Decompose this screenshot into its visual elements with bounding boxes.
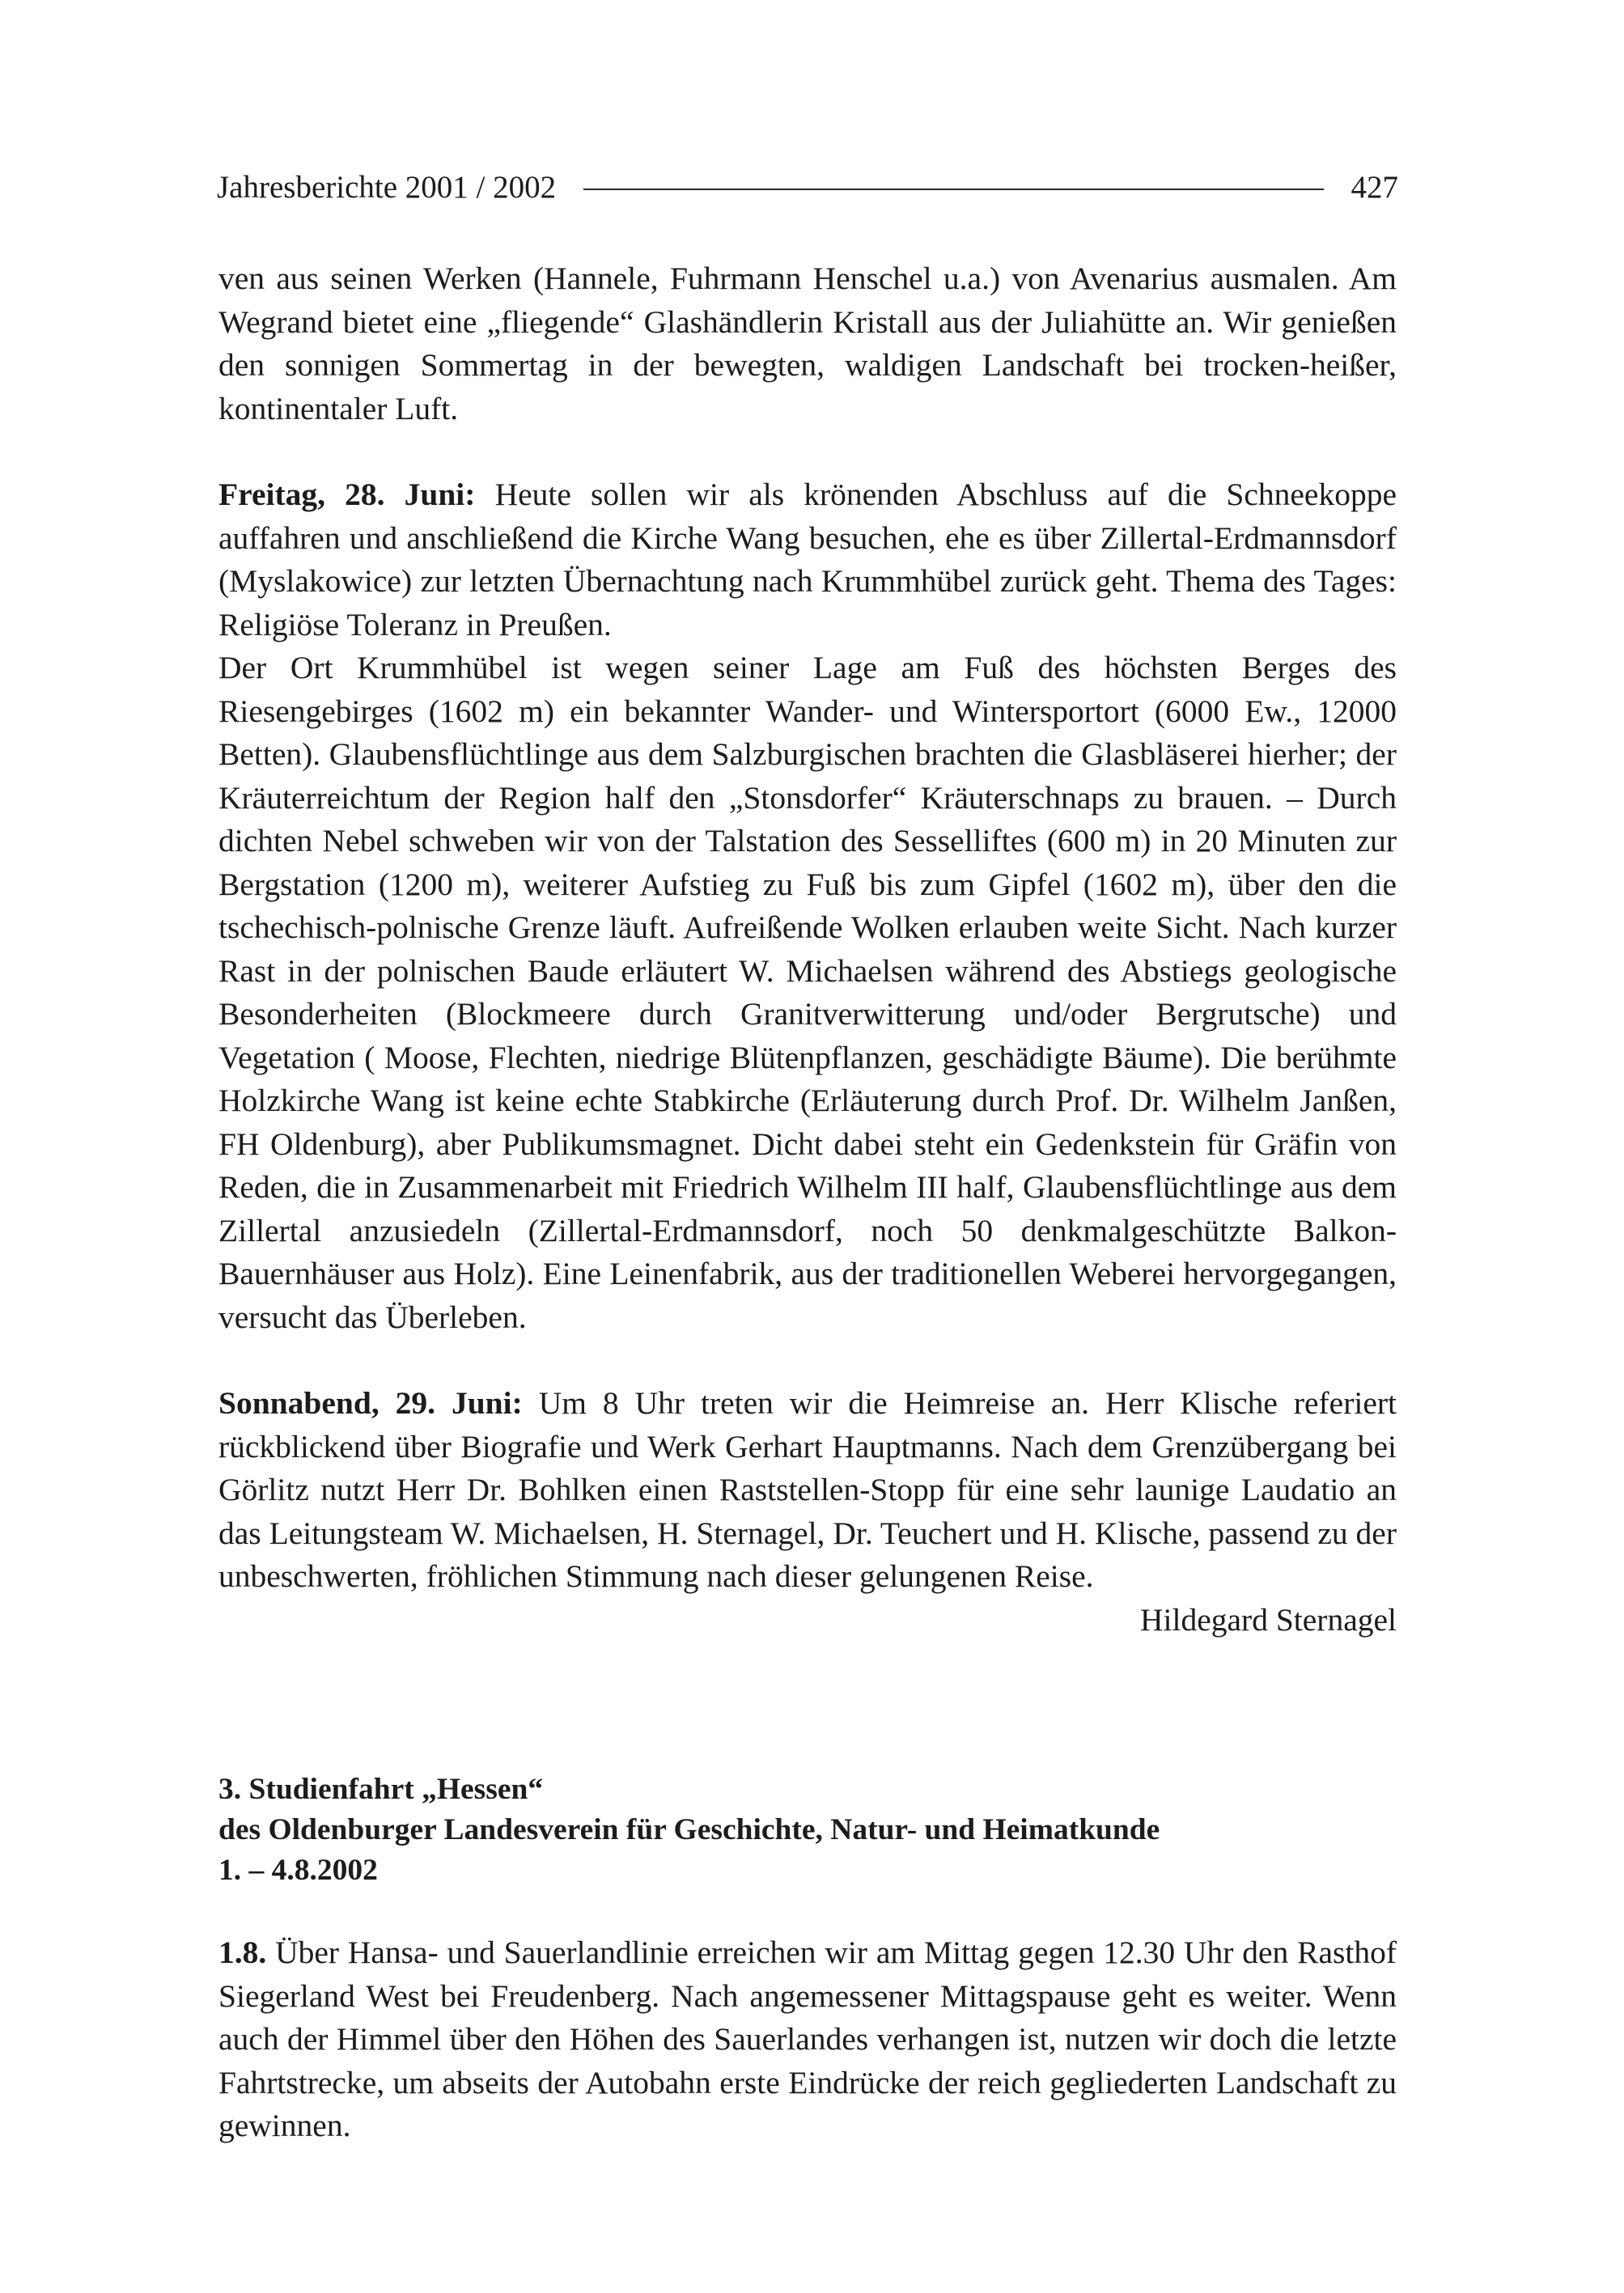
day-label-friday: Freitag, 28. Juni: [218,477,476,512]
paragraph-krummhuebel: Der Ort Krummhübel ist wegen seiner Lage am Fuß des höchsten Berges des Riesengebirges (1602 m) ein bekannter Wander- und Wintersportort (6000 Ew., 12000 Betten). Glaubensflüchtlinge aus dem Salzburgischen brachten die Glasbläserei hierher; der Kräuterreichtum der Region half den „Stonsdorfer“ Kräuterschnaps zu brauen. – Durch dichten Nebel schweben wir von der Talstation des Sesselliftes (600 m) in 20 Minuten zur Bergstation (1200 m), weiterer Aufstieg zu Fuß bis zum Gipfel (1602 m), über den die tschechisch-polnische Grenze läuft. Aufreißende Wolken erlauben weite Sicht. Nach kurzer Rast in der polnischen Baude erläutert W. Michaelsen während des Abstiegs geologische Besonderheiten (Blockmeere durch Granitverwitterung und/oder Bergrutsche) und Vegetation ( Moose, Flechten, niedrige Blütenpflanzen, geschädigte Bäume). Die berühmte Holzkirche Wang ist keine echte Stabkirche (Erläuterung durch Prof. Dr. Wilhelm Janßen, FH Oldenburg), aber Publikumsmagnet. Dicht dabei steht ein Gedenkstein für Gräfin von Reden, die in Zusammenarbeit mit Friedrich Wilhelm III half, Glaubensflüchtlinge aus dem Zillertal anzusiedeln (Zillertal-Erdmannsdorf, noch 50 denkmalgeschützte Balkon-Bauernhäuser aus Holz). Eine Leinenfabrik, aus der traditionellen Weberei hervorgegangen, versucht das Überleben. [218,650,1397,1335]
paragraph-continuation: ven aus seinen Werken (Hannele, Fuhrmann Henschel u.a.) von Avenarius ausmalen. Am Wegrand bietet eine „fliegende“ Glashändlerin Kristall aus der Juliahütte an. Wir genießen den sonnigen Sommertag in der bewegten, waldigen Landschaft bei trocken-heißer, kontinentaler Luft. [218,261,1397,426]
page-body [218,257,1397,2148]
page-number: 427 [1351,169,1398,205]
header-rule [583,189,1323,190]
section-heading-dates: 1. – 4.8.2002 [218,1854,378,1887]
section-heading [218,1770,1397,1891]
paragraph-friday [218,473,1397,646]
day-label-day-one: 1.8. [218,1935,267,1970]
running-title: Jahresberichte 2001 / 2002 [217,169,557,205]
paragraph-day-one [218,1931,1397,2148]
day-label-saturday: Sonnabend, 29. Juni: [218,1385,523,1421]
paragraph-saturday-text: Um 8 Uhr treten wir die Heimreise an. Herr Klische referiert rückblickend über Biografie und Werk Gerhart Hauptmanns. Nach dem Grenzübergang bei Görlitz nutzt Herr Dr. Bohlken einen Raststellen-Stopp für eine sehr launige Laudatio an das Leitungsteam W. Michaelsen, H. Sternagel, Dr. Teuchert und H. Klische, passend zu der unbeschwerten, fröhlichen Stimmung nach dieser gelungenen Reise. [218,1385,1397,1594]
author-signature: Hildegard Sternagel [1140,1601,1397,1638]
paragraph-friday-text: Heute sollen wir als krönenden Abschluss auf die Schneekoppe auffahren und anschließend die Kirche Wang besuchen, ehe es über Zillertal-Erdmannsdorf (Myslakowice) zur letzten Übernachtung nach Krummhübel zurück geht. Thema des Tages: Religiöse Toleranz in Preußen. [218,477,1397,642]
section-heading-organizer: des Oldenburger Landesverein für Geschichte, Natur- und Heimatkunde [218,1813,1160,1846]
section-heading-title: 3. Studienfahrt „Hessen“ [218,1773,544,1806]
page-header [217,164,1398,210]
paragraph-day-one-text: Über Hansa- und Sauerlandlinie erreichen wir am Mittag gegen 12.30 Uhr den Rasthof Siegerland West bei Freudenberg. Nach angemessener Mittagspause geht es weiter. Wenn auch der Himmel über den Höhen des Sauerlandes verhangen ist, nutzen wir doch die letzte Fahrtstrecke, um abseits der Autobahn erste Eindrücke der reich gegliederten Landschaft zu gewinnen. [218,1935,1397,2143]
paragraph-saturday [218,1382,1397,1599]
